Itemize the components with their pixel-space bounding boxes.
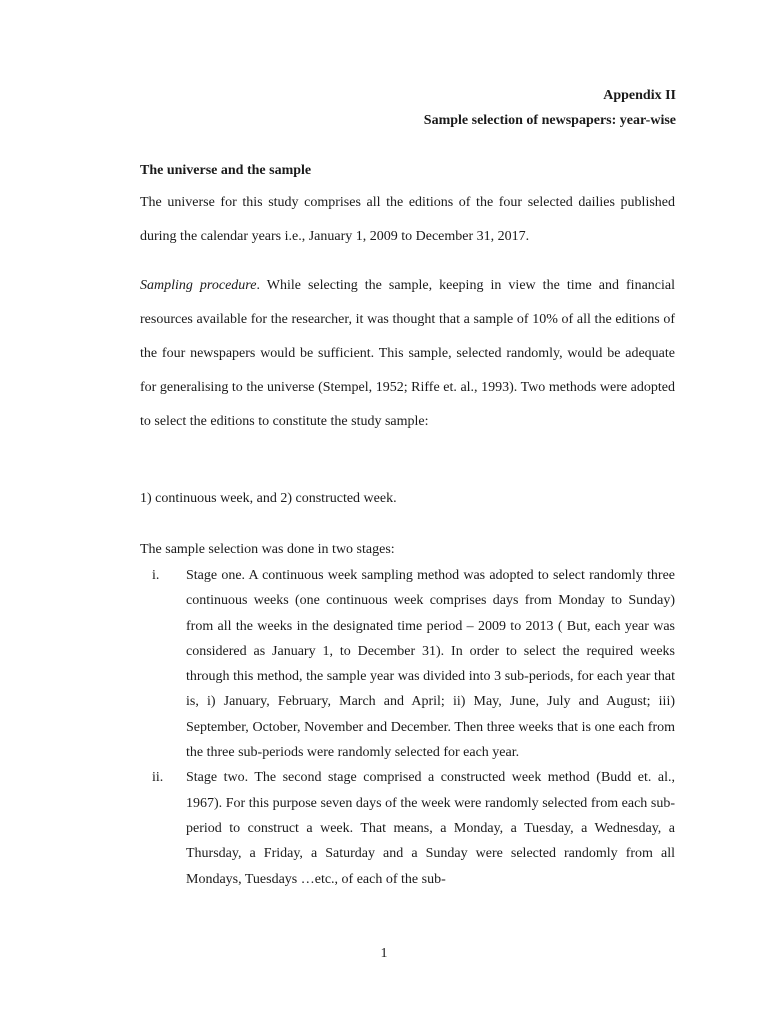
universe-paragraph: The universe for this study comprises all the editions of the four selected dailies published during the calendar years i.e., January 1, 2009 to December 31, 2017.: [140, 195, 675, 244]
methods-line: 1) continuous week, and 2) constructed week.: [140, 491, 397, 506]
sampling-text: . While selecting the sample, keeping in view the time and financial resources available for the researcher, it was thought that a sample of 10% of all the editions of the four newspapers would be sufficient. This sample, selected randomly, would be adequate for generalising to the universe (Stempel, 1952; Riffe et. al., 1993). Two methods were adopted to select the editions to constitute the study sample:: [140, 278, 675, 429]
stages-list: [140, 563, 675, 892]
list-item-text: Stage one. A continuous week sampling method was adopted to select randomly three continuous weeks (one continuous week comprises days from Monday to Sunday) from all the weeks in the designated time period – 2009 to 2013 ( But, each year was considered as January 1, to December 31). In order to select the required weeks through this method, the sample year was divided into 3 sub-periods, for each year that is, i) January, February, March and April; ii) May, June, July and August; iii) September, October, November and December. Then three weeks that is one each from the three sub-periods were randomly selected for each year.: [186, 568, 675, 761]
appendix-subtitle: Sample selection of newspapers: year-wise: [423, 113, 676, 128]
sampling-label: Sampling procedure: [140, 278, 257, 293]
appendix-title: Appendix II: [603, 88, 676, 103]
section-heading: The universe and the sample: [140, 163, 312, 178]
list-item-text: Stage two. The second stage comprised a constructed week method (Budd et. al., 1967). For this purpose seven days of the week were randomly selected from each sub-period to construct a week. That means, a Monday, a Tuesday, a Wednesday, a Thursday, a Friday, a Saturday and a Sunday were selected randomly from all Mondays, Tuesdays …etc., of each of the sub-: [186, 770, 675, 887]
list-item-number: i.: [152, 568, 160, 583]
sampling-paragraph: [140, 269, 675, 439]
list-item-number: ii.: [152, 770, 164, 786]
list-item: [140, 563, 675, 765]
list-item: [140, 765, 675, 891]
stages-intro: The sample selection was done in two stages:: [140, 542, 395, 557]
page-number: 1: [380, 946, 388, 961]
